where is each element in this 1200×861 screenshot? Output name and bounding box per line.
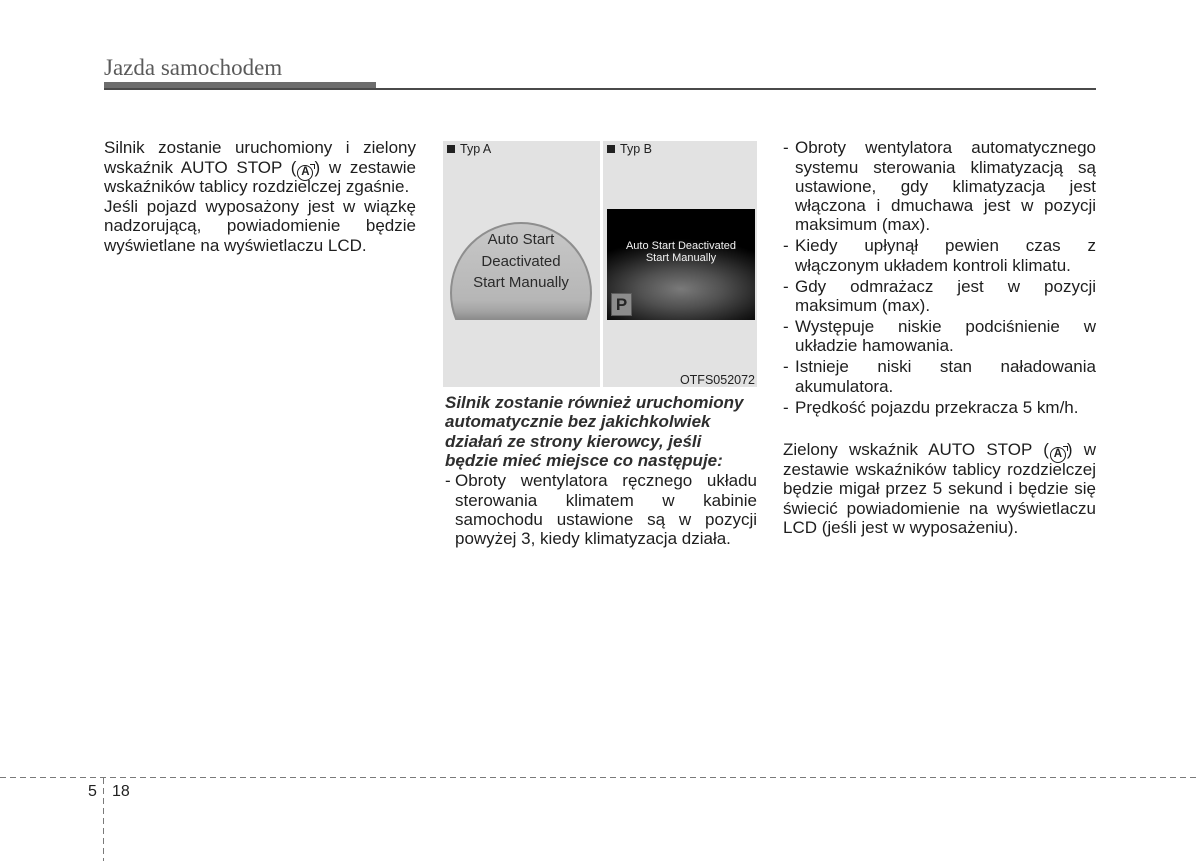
figure-code: OTFS052072 [679,373,755,387]
list-item [783,277,1096,315]
text-line: LCD (jeśli jest w wyposażeniu). [783,518,1019,538]
square-marker-icon [447,145,455,153]
list-marker: - [783,317,789,337]
type-b-label-text: Typ B [620,142,652,156]
list-item [783,357,1096,395]
right-column-list [783,138,1096,417]
footer-dashed-rule [0,777,1200,778]
type-a-message-line: Deactivated [481,252,561,270]
text-line: ustawione, gdy klimatyzacja jest [795,176,1096,196]
text-line: włączonym układem kontroli klimatu. [795,255,1071,275]
text-line: Kiedy upłynął pewien czas z [795,236,1096,256]
text-line: układzie hamowania. [795,336,954,356]
list-item [783,138,1096,234]
list-item [783,398,1096,417]
text-line: włączona i dmuchawa jest w pozycji [795,195,1096,215]
text-line: Silnik zostanie również uruchomiony [445,393,744,413]
text-line: automatycznie bez jakichkolwiek [445,412,711,432]
text-line: Istnieje niski stan naładowania [795,357,1096,377]
auto-stop-icon-glyph: A [1053,448,1063,461]
text-line: Jeśli pojazd wyposażony jest w wiązkę [104,196,416,216]
list-marker: - [783,357,789,377]
type-b-lcd-screen [607,209,755,320]
text-line: maksimum (max). [795,295,931,315]
type-a-message-line: Start Manually [473,274,569,292]
auto-stop-icon [297,165,313,181]
type-a-cluster-display [449,222,593,320]
list-marker: - [783,397,789,417]
text-line: wyświetlane na wyświetlaczu LCD. [104,235,367,255]
text-line: systemu sterowania klimatyzacją są [795,157,1096,177]
text-line: Silnik zostanie uruchomiony i zielony [104,138,416,157]
text-line: nadzorującą, powiadomienie będzie [104,216,416,236]
text-line: zestawie wskaźników tablicy rozdzielczej [783,459,1096,479]
gear-indicator-icon: P [611,293,632,316]
text-segment: Zielony wskaźnik AUTO STOP ( [783,440,1049,460]
text-line: powyżej 3, kiedy klimatyzacja działa. [455,529,731,549]
text-segment: ) w zestawie [314,157,416,177]
type-b-label [607,142,652,156]
text-line: będzie migał przez 5 sekund i będzie się [783,479,1096,499]
type-b-message-line: Auto Start Deactivated [625,239,737,252]
text-line: Gdy odmrażacz jest w pozycji [795,276,1096,296]
text-segment: ) w [1066,440,1096,460]
paragraph [104,197,416,256]
list-marker: - [783,138,789,158]
type-a-message-line: Auto Start [487,231,555,249]
section-title: Jazda samochodem [104,55,283,80]
paragraph [104,138,416,197]
list-marker: - [445,471,451,491]
square-marker-icon [607,145,615,153]
text-line: wskaźników tablicy rozdzielczej zgaśnie. [104,177,410,197]
figure-divider [600,141,603,387]
figure-panel [443,141,757,387]
middle-list [445,471,757,549]
page-number: 18 [112,783,130,800]
middle-intro [445,393,757,470]
header-rule [104,88,1096,90]
text-line [104,158,416,178]
text-line: Występuje niskie podciśnienie w [795,317,1096,337]
text-line: będzie mieć miejsce co następuje: [445,450,723,470]
list-item [783,317,1096,355]
text-line: Obroty wentylatora ręcznego układu [455,471,757,491]
type-a-message [449,229,593,294]
text-line: świecić powiadomienie na wyświetlaczu [783,498,1096,518]
text-line: maksimum (max). [795,215,931,235]
type-b-message-line: Start Manually [645,252,717,265]
text-line [783,440,1096,460]
chapter-number: 5 [88,783,97,800]
list-marker: - [783,276,789,296]
left-column [104,138,416,256]
text-segment: wskaźnik AUTO STOP ( [104,157,297,177]
text-line: akumulatora. [795,376,894,396]
type-a-label [447,142,491,156]
type-b-message [607,240,755,265]
list-marker: - [783,236,789,256]
type-a-label-text: Typ A [460,142,492,156]
list-item [783,236,1096,274]
text-line: działań ze strony kierowcy, jeśli [445,431,702,451]
auto-stop-note [783,440,1096,538]
list-item [445,471,757,549]
text-line: sterowania klimatem w kabinie [455,490,757,510]
text-line: Obroty wentylatora automatycznego [795,138,1096,158]
auto-stop-icon-glyph: A [301,165,310,178]
text-line: Prędkość pojazdu przekracza 5 km/h. [795,397,1079,417]
footer-dashed-divider [103,778,104,861]
text-line: samochodu ustawione są w pozycji [455,509,757,529]
